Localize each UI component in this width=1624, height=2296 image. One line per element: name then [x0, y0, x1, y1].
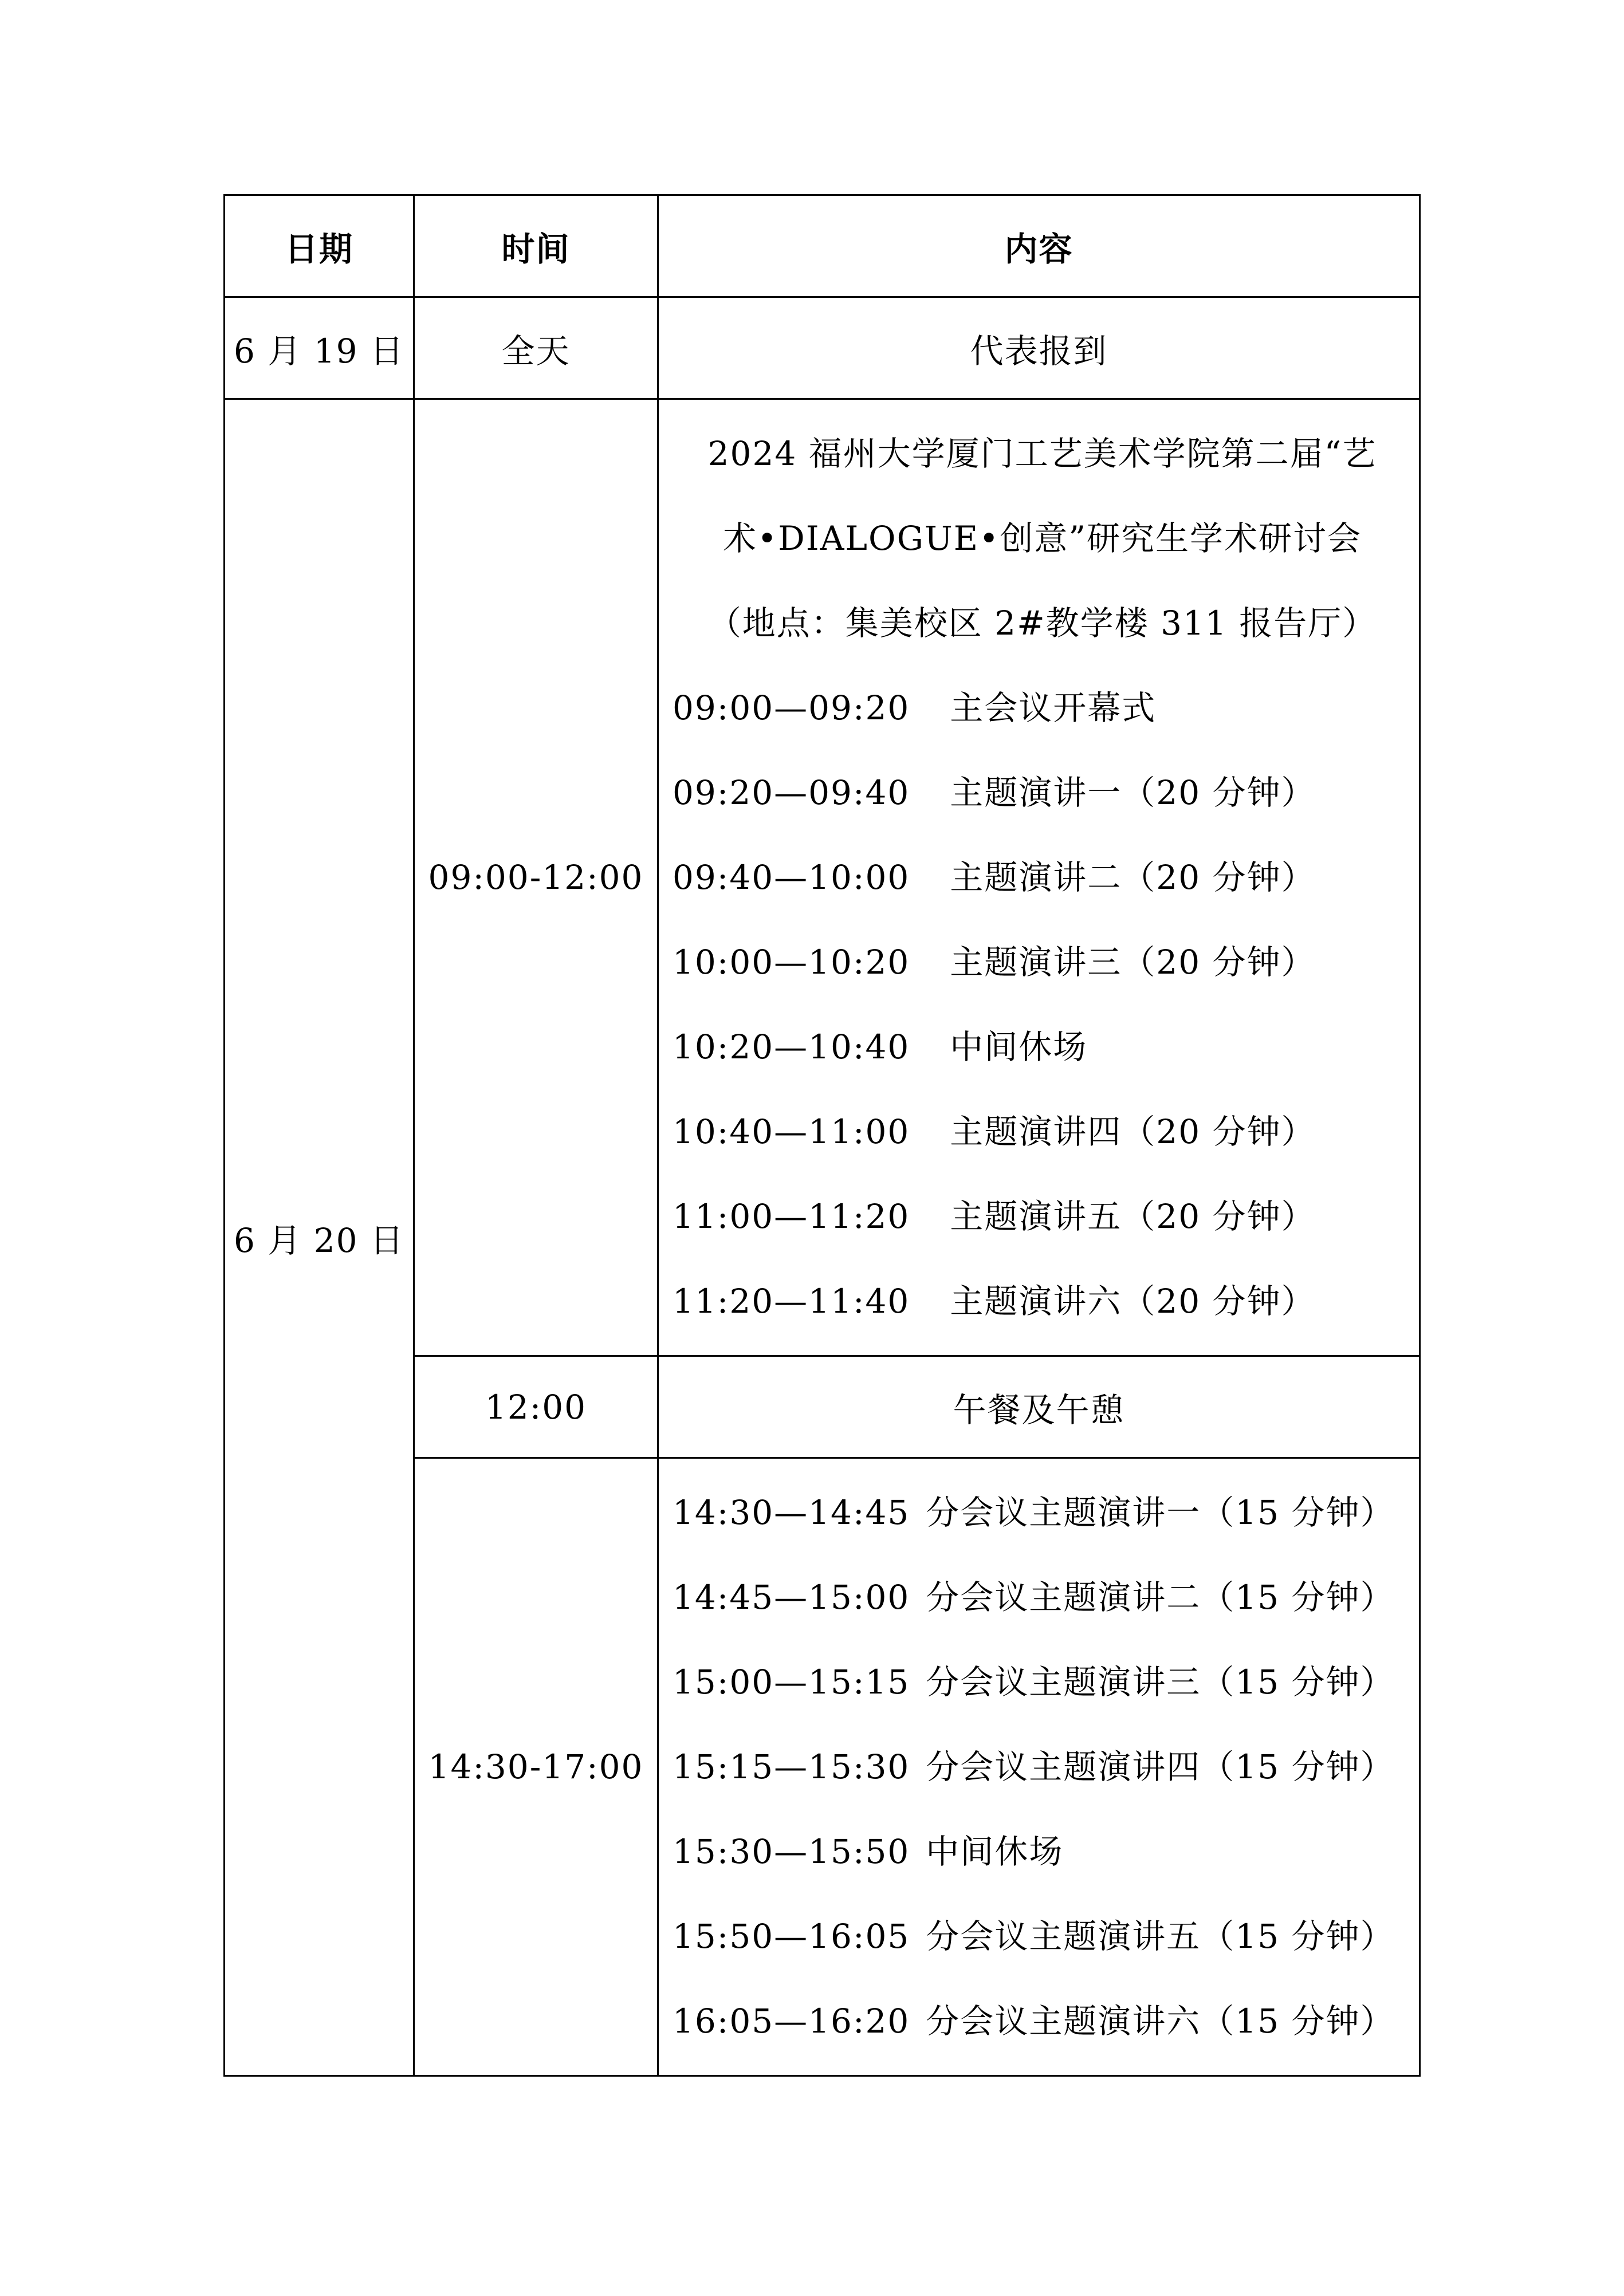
agenda-item-time: 11:20—11:40 [673, 1282, 910, 1321]
agenda-item [673, 1555, 1412, 1640]
agenda-item-time: 14:45—15:00 [673, 1578, 910, 1617]
conference-location: （地点：集美校区 2#教学楼 311 报告厅） [707, 604, 1377, 643]
agenda-item-time: 15:50—16:05 [673, 1917, 910, 1956]
agenda-item-label: 分会议主题演讲四（15 分钟） [926, 1747, 1395, 1786]
agenda-item-time: 14:30—14:45 [673, 1493, 910, 1532]
morning-content [658, 399, 1420, 1356]
agenda-item [673, 1894, 1412, 1979]
agenda-item-label: 分会议主题演讲五（15 分钟） [926, 1917, 1395, 1956]
header-time: 时间 [414, 195, 658, 297]
agenda-item-time: 09:20—09:40 [673, 773, 910, 812]
agenda-item [673, 1809, 1412, 1894]
agenda-item-label: 分会议主题演讲二（15 分钟） [926, 1578, 1395, 1617]
agenda-item-label: 主题演讲六（20 分钟） [950, 1282, 1316, 1321]
agenda-item-label: 中间休场 [926, 1832, 1064, 1871]
afternoon-content [658, 1458, 1420, 2076]
registration-content: 代表报到 [658, 297, 1420, 399]
agenda-item-label: 主题演讲二（20 分钟） [950, 858, 1316, 897]
agenda-item-time: 09:40—10:00 [673, 858, 910, 897]
agenda-item [673, 1005, 1412, 1089]
lunch-content: 午餐及午憩 [658, 1356, 1420, 1458]
agenda-item-time: 15:00—15:15 [673, 1663, 910, 1702]
morning-agenda-list [673, 665, 1412, 1344]
afternoon-agenda-list [673, 1470, 1412, 2063]
header-content: 内容 [658, 195, 1420, 297]
agenda-item [673, 920, 1412, 1005]
agenda-item [673, 750, 1412, 835]
header-row [225, 195, 1420, 297]
agenda-item [673, 665, 1412, 750]
agenda-item-time: 10:20—10:40 [673, 1027, 910, 1066]
agenda-item [673, 1089, 1412, 1174]
agenda-item-time: 10:40—11:00 [673, 1112, 910, 1151]
registration-date: 6 月 19 日 [225, 297, 414, 399]
table-row [225, 399, 1420, 1356]
agenda-item [673, 1470, 1412, 1555]
agenda-item [673, 1640, 1412, 1724]
agenda-item-time: 15:15—15:30 [673, 1747, 910, 1786]
agenda-item [673, 1979, 1412, 2063]
registration-time: 全天 [414, 297, 658, 399]
agenda-item [673, 1724, 1412, 1809]
morning-time: 09:00-12:00 [414, 399, 658, 1356]
agenda-item-time: 09:00—09:20 [673, 688, 910, 727]
conference-title-line1: 2024 福州大学厦门工艺美术学院第二届“艺 [707, 434, 1377, 473]
conference-title-line2: 术•DIALOGUE•创意”研究生学术研讨会 [723, 519, 1362, 558]
agenda-item-label: 主题演讲五（20 分钟） [950, 1197, 1316, 1236]
agenda-item-label: 主题演讲一（20 分钟） [950, 773, 1316, 812]
table-row [225, 297, 1420, 399]
agenda-item [673, 1259, 1412, 1344]
agenda-item-time: 11:00—11:20 [673, 1197, 910, 1236]
header-date: 日期 [225, 195, 414, 297]
agenda-item [673, 1174, 1412, 1259]
agenda-item-label: 分会议主题演讲六（15 分钟） [926, 2002, 1395, 2041]
agenda-item-label: 主题演讲三（20 分钟） [950, 943, 1316, 982]
agenda-item-label: 中间休场 [950, 1027, 1088, 1066]
day2-date: 6 月 20 日 [225, 399, 414, 2076]
agenda-item-time: 16:05—16:20 [673, 2002, 910, 2041]
agenda-item-label: 分会议主题演讲三（15 分钟） [926, 1663, 1395, 1702]
lunch-time: 12:00 [414, 1356, 658, 1458]
afternoon-time: 14:30-17:00 [414, 1458, 658, 2076]
agenda-item-label: 主题演讲四（20 分钟） [950, 1112, 1316, 1151]
agenda-item-time: 15:30—15:50 [673, 1832, 910, 1871]
agenda-item-label: 分会议主题演讲一（15 分钟） [926, 1493, 1395, 1532]
agenda-item-time: 10:00—10:20 [673, 943, 910, 982]
schedule-table [223, 194, 1421, 2077]
agenda-item [673, 835, 1412, 920]
agenda-item-label: 主会议开幕式 [950, 688, 1157, 727]
